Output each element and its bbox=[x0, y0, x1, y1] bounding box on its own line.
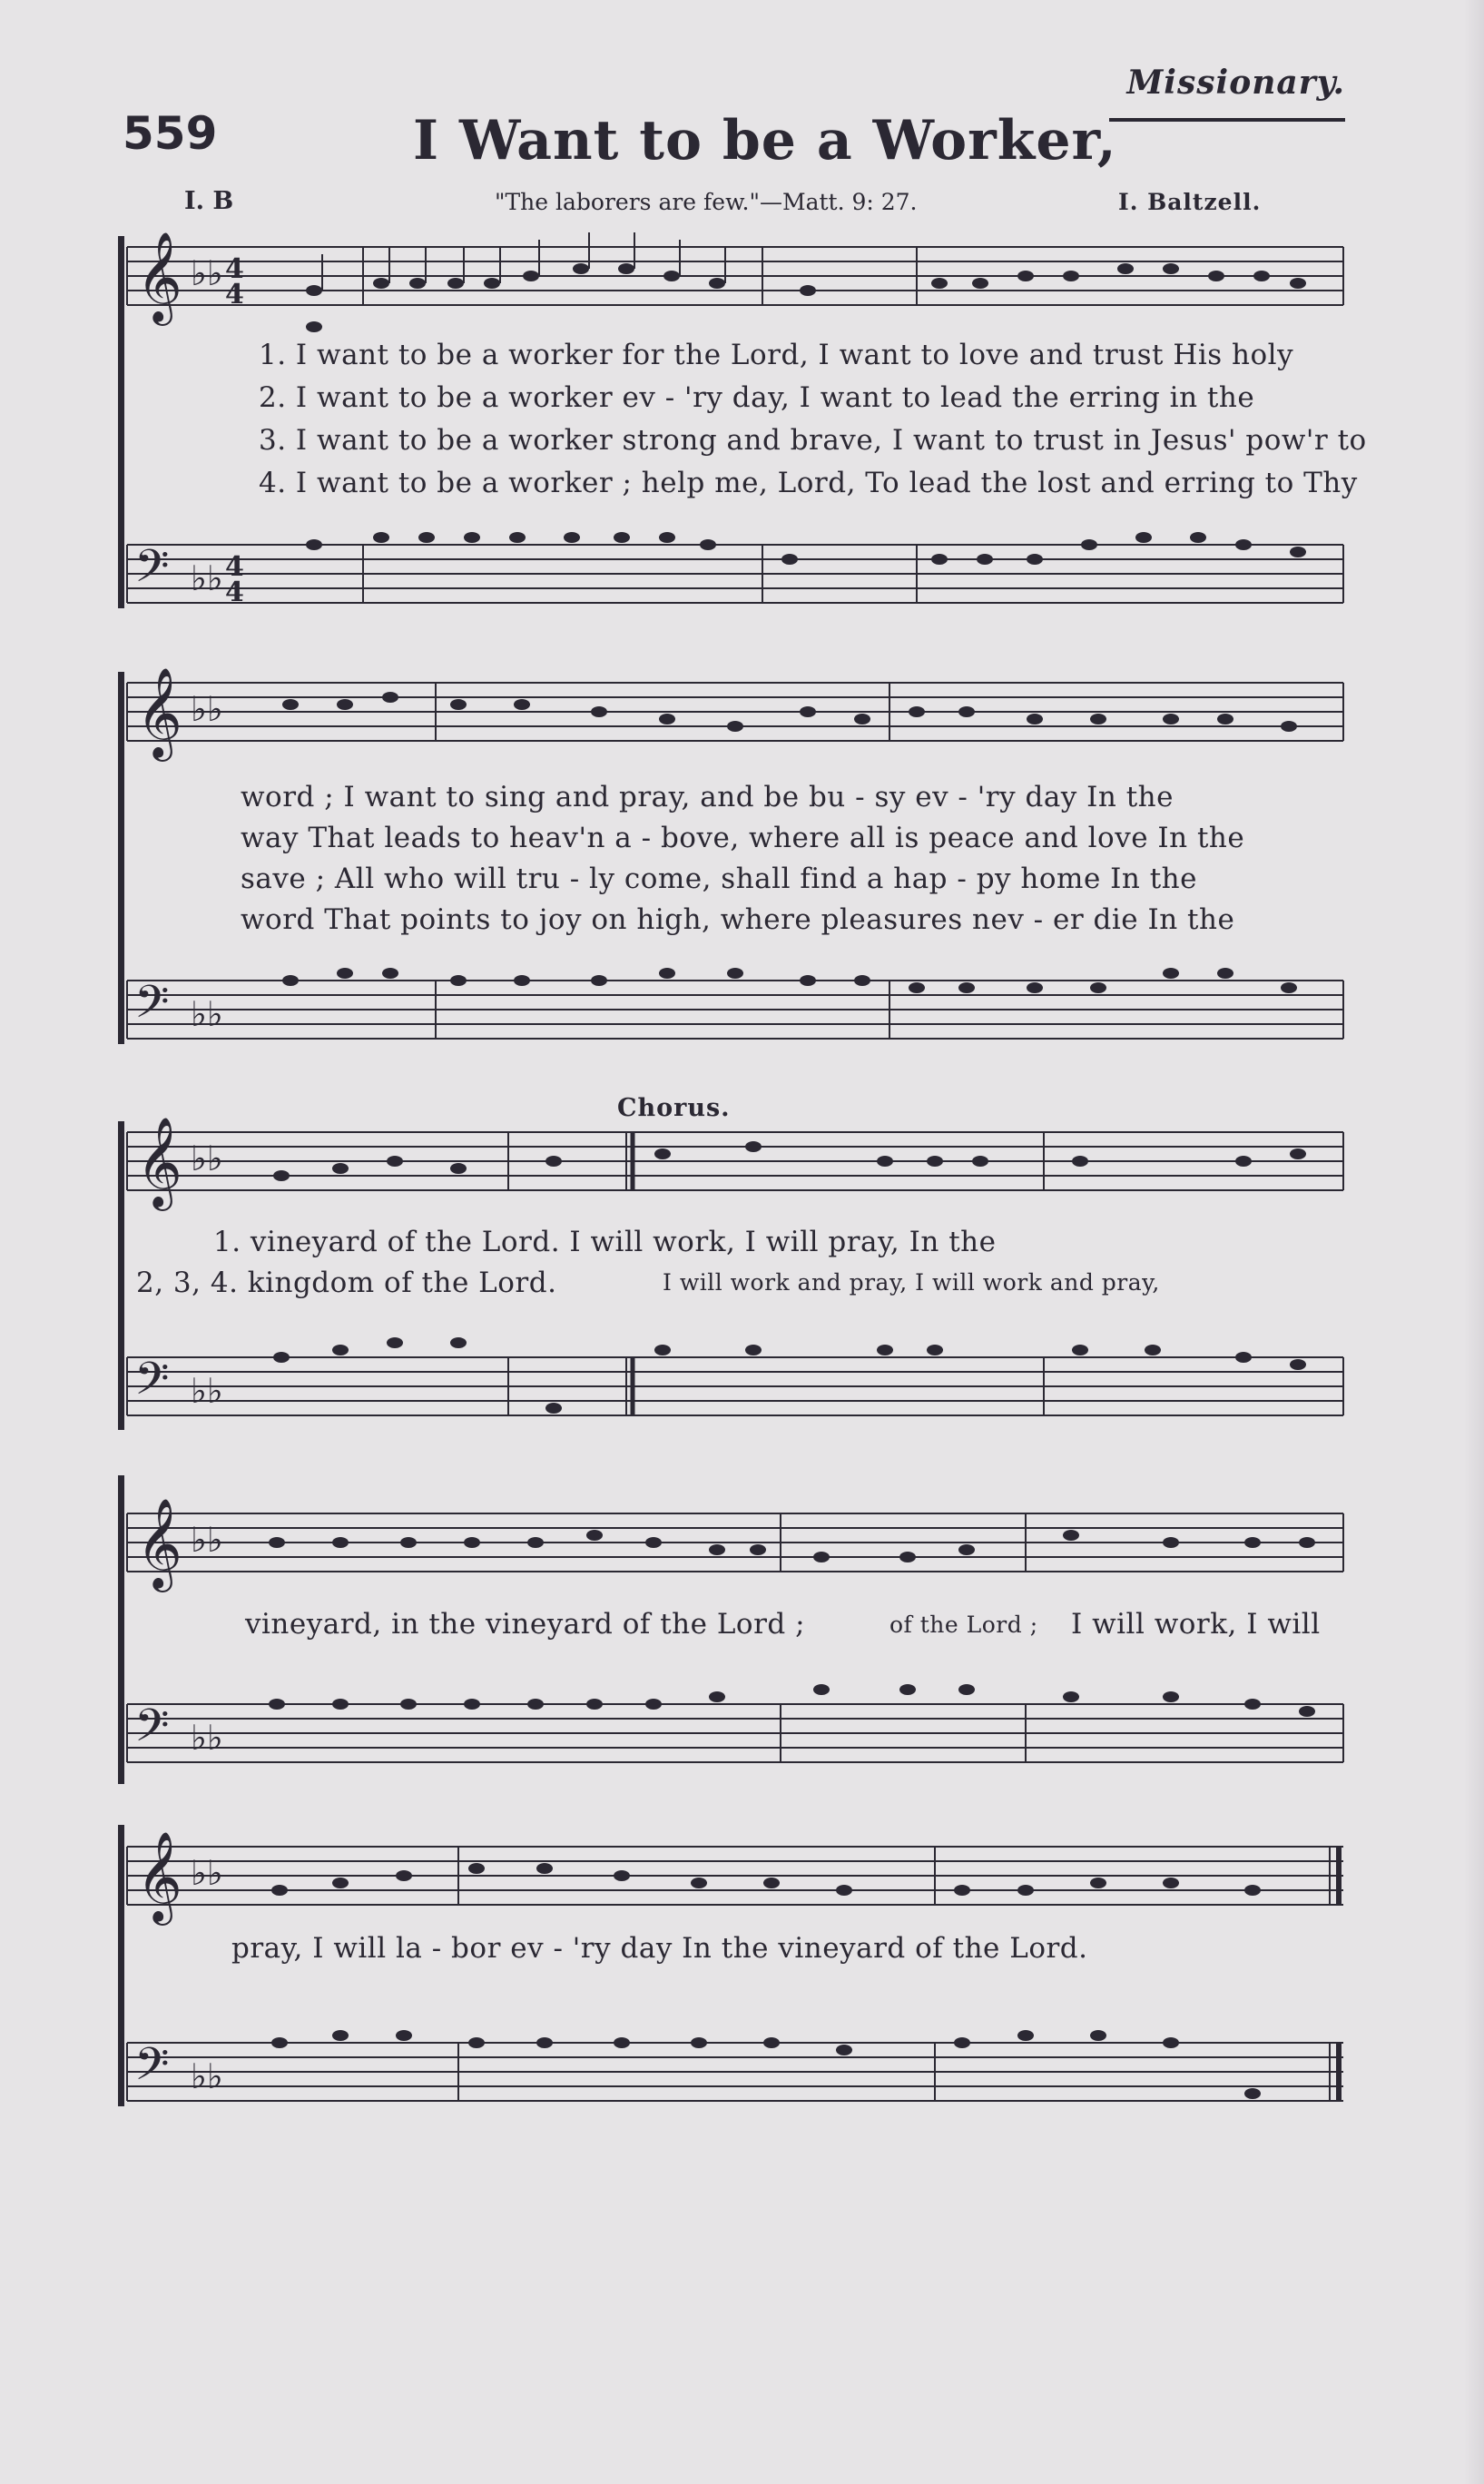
svg-text:4: 4 bbox=[225, 551, 244, 583]
chorus-line-2-alt: I will work and pray, I will work and pray, bbox=[663, 1269, 1160, 1296]
hymn-title: I Want to be a Worker, bbox=[413, 109, 1117, 172]
bass-clef-icon: 𝄢 bbox=[134, 976, 170, 1040]
section-rule bbox=[1109, 118, 1345, 122]
svg-text:♭♭: ♭♭ bbox=[191, 1371, 223, 1411]
svg-text:♭♭: ♭♭ bbox=[191, 994, 223, 1034]
verse-4-line: 4. I want to be a worker ; help me, Lord, To lead the lost and erring to Thy bbox=[259, 467, 1358, 499]
svg-text:4: 4 bbox=[225, 253, 244, 285]
chorus-line-3: vineyard, in the vineyard of the Lord ; bbox=[245, 1608, 806, 1641]
treble-clef-icon: 𝄞 bbox=[136, 667, 182, 758]
chorus-line-3-end: I will work, I will bbox=[1071, 1608, 1321, 1641]
treble-staff bbox=[127, 247, 1343, 305]
chorus-label: Chorus. bbox=[617, 1094, 731, 1122]
music-system-4 bbox=[118, 1475, 1343, 1793]
verse-4-line: word That points to joy on high, where pleasures nev - er die In the bbox=[241, 903, 1235, 936]
verse-3-line: 3. I want to be a worker strong and brave, I want to trust in Jesus' pow'r to bbox=[259, 424, 1367, 457]
treble-clef-icon: 𝄞 bbox=[136, 1831, 182, 1922]
section-heading: Missionary. bbox=[1126, 64, 1345, 102]
hymn-number: 559 bbox=[123, 107, 218, 160]
svg-text:♭♭: ♭♭ bbox=[191, 2056, 223, 2096]
treble-notes bbox=[306, 263, 1306, 332]
meter-label: I. B bbox=[184, 187, 234, 215]
svg-text:4: 4 bbox=[225, 577, 244, 608]
svg-text:♭♭: ♭♭ bbox=[191, 558, 223, 598]
verse-2-line: 2. I want to be a worker ev - 'ry day, I want to lead the erring in the bbox=[259, 381, 1255, 414]
bass-clef-icon: 𝄢 bbox=[134, 540, 170, 604]
svg-text:♭♭: ♭♭ bbox=[191, 1853, 223, 1893]
svg-text:♭♭: ♭♭ bbox=[191, 689, 223, 729]
svg-text:♭♭: ♭♭ bbox=[191, 1138, 223, 1178]
music-system-1 bbox=[118, 227, 1367, 626]
chorus-line-3-echo: of the Lord ; bbox=[889, 1612, 1038, 1638]
page-edge bbox=[1464, 0, 1484, 2484]
verse-1-line: 1. I want to be a worker for the Lord, I want to love and trust His holy bbox=[259, 339, 1294, 371]
svg-text:4: 4 bbox=[225, 279, 244, 310]
bass-clef-icon: 𝄢 bbox=[134, 1700, 170, 1763]
music-system-5 bbox=[118, 1825, 1343, 2124]
treble-clef-icon: 𝄞 bbox=[136, 232, 182, 322]
chorus-line-4: pray, I will la - bor ev - 'ry day In the vineyard of the Lord. bbox=[231, 1932, 1088, 1965]
chorus-line-1: 1. vineyard of the Lord. I will work, I will pray, In the bbox=[213, 1226, 997, 1258]
treble-clef-icon: 𝄞 bbox=[136, 1117, 182, 1208]
svg-text:♭♭: ♭♭ bbox=[191, 253, 223, 293]
brace-bar bbox=[118, 236, 124, 608]
verse-2-line: way That leads to heav'n a - bove, where all is peace and love In the bbox=[241, 822, 1245, 854]
bass-clef-icon: 𝄢 bbox=[134, 1353, 170, 1416]
music-system-3 bbox=[118, 1094, 1343, 1439]
music-system-2 bbox=[118, 663, 1343, 1062]
chorus-line-2: 2, 3, 4. kingdom of the Lord. bbox=[136, 1267, 557, 1299]
epigraph: "The laborers are few."—Matt. 9: 27. bbox=[495, 189, 918, 215]
bass-clef-icon: 𝄢 bbox=[134, 2038, 170, 2102]
svg-text:♭♭: ♭♭ bbox=[191, 1520, 223, 1560]
svg-text:♭♭: ♭♭ bbox=[191, 1718, 223, 1758]
treble-clef-icon: 𝄞 bbox=[136, 1498, 182, 1589]
verse-3-line: save ; All who will tru - ly come, shall find a hap - py home In the bbox=[241, 862, 1197, 895]
bass-staff bbox=[127, 545, 1343, 603]
author: I. Baltzell. bbox=[1118, 189, 1262, 215]
verse-1-line: word ; I want to sing and pray, and be bu - sy ev - 'ry day In the bbox=[241, 781, 1174, 813]
staff-notation bbox=[118, 1825, 1343, 2124]
